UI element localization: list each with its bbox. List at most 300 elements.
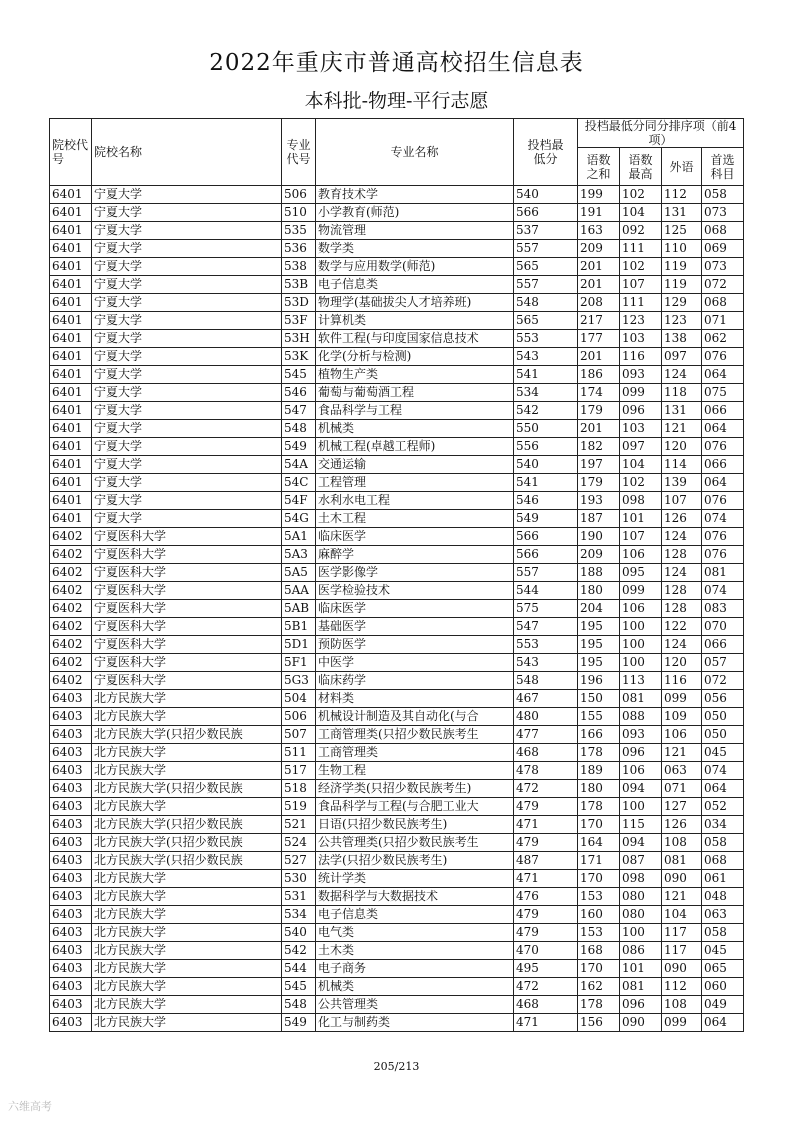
cell-school-name: 宁夏大学 (92, 258, 282, 276)
cell-first-subject: 073 (702, 204, 744, 222)
cell-yushu-max: 096 (620, 744, 662, 762)
cell-first-subject: 083 (702, 600, 744, 618)
cell-yushu-max: 086 (620, 942, 662, 960)
cell-yushu-max: 101 (620, 510, 662, 528)
cell-foreign: 129 (662, 294, 702, 312)
cell-school-name: 北方民族大学 (92, 744, 282, 762)
cell-school-name: 北方民族大学 (92, 690, 282, 708)
cell-min-score: 479 (514, 924, 578, 942)
cell-school-name: 北方民族大学(只招少数民族 (92, 834, 282, 852)
cell-yushu-sum: 170 (578, 816, 620, 834)
cell-major-code: 507 (282, 726, 316, 744)
cell-school-name: 宁夏医科大学 (92, 618, 282, 636)
cell-first-subject: 058 (702, 186, 744, 204)
cell-foreign: 126 (662, 510, 702, 528)
table-row (50, 258, 744, 276)
cell-yushu-max: 087 (620, 852, 662, 870)
cell-school-code: 6401 (50, 240, 92, 258)
cell-major-name: 数学与应用数学(师范) (316, 258, 514, 276)
cell-first-subject: 064 (702, 780, 744, 798)
cell-school-name: 北方民族大学 (92, 978, 282, 996)
table-row (50, 582, 744, 600)
cell-foreign: 063 (662, 762, 702, 780)
cell-foreign: 108 (662, 834, 702, 852)
cell-yushu-max: 092 (620, 222, 662, 240)
cell-major-code: 549 (282, 1014, 316, 1032)
cell-foreign: 097 (662, 348, 702, 366)
cell-major-code: 518 (282, 780, 316, 798)
cell-major-name: 工商管理类 (316, 744, 514, 762)
table-row (50, 528, 744, 546)
cell-yushu-sum: 178 (578, 744, 620, 762)
table-row (50, 222, 744, 240)
cell-min-score: 534 (514, 384, 578, 402)
cell-first-subject: 062 (702, 330, 744, 348)
cell-min-score: 495 (514, 960, 578, 978)
cell-major-name: 土木工程 (316, 510, 514, 528)
cell-major-code: 524 (282, 834, 316, 852)
cell-foreign: 118 (662, 384, 702, 402)
cell-major-name: 物理学(基础拔尖人才培养班) (316, 294, 514, 312)
cell-major-name: 食品科学与工程(与合肥工业大 (316, 798, 514, 816)
cell-foreign: 124 (662, 564, 702, 582)
cell-major-code: 540 (282, 924, 316, 942)
header-major-code: 专业代号 (282, 119, 316, 186)
cell-major-name: 植物生产类 (316, 366, 514, 384)
cell-yushu-sum: 155 (578, 708, 620, 726)
cell-major-name: 临床医学 (316, 528, 514, 546)
cell-first-subject: 068 (702, 294, 744, 312)
cell-school-code: 6401 (50, 258, 92, 276)
header-yushu-sum: 语数之和 (578, 148, 620, 186)
cell-min-score: 471 (514, 870, 578, 888)
cell-yushu-max: 080 (620, 888, 662, 906)
table-row (50, 1014, 744, 1032)
cell-major-code: 53B (282, 276, 316, 294)
cell-major-code: 548 (282, 420, 316, 438)
cell-yushu-sum: 208 (578, 294, 620, 312)
cell-school-name: 北方民族大学(只招少数民族 (92, 780, 282, 798)
cell-yushu-sum: 195 (578, 654, 620, 672)
cell-min-score: 557 (514, 240, 578, 258)
cell-foreign: 112 (662, 186, 702, 204)
cell-major-code: 54G (282, 510, 316, 528)
cell-school-name: 宁夏大学 (92, 402, 282, 420)
cell-school-code: 6401 (50, 294, 92, 312)
cell-yushu-sum: 166 (578, 726, 620, 744)
table-row (50, 456, 744, 474)
cell-foreign: 120 (662, 438, 702, 456)
table-row (50, 510, 744, 528)
cell-school-code: 6401 (50, 348, 92, 366)
cell-yushu-sum: 217 (578, 312, 620, 330)
cell-yushu-max: 093 (620, 726, 662, 744)
cell-yushu-max: 099 (620, 582, 662, 600)
watermark-logo: 六维高考 (8, 1100, 52, 1113)
cell-foreign: 128 (662, 582, 702, 600)
cell-school-name: 宁夏医科大学 (92, 672, 282, 690)
cell-first-subject: 072 (702, 672, 744, 690)
cell-first-subject: 064 (702, 366, 744, 384)
cell-yushu-max: 088 (620, 708, 662, 726)
cell-yushu-sum: 190 (578, 528, 620, 546)
cell-major-name: 软件工程(与印度国家信息技术 (316, 330, 514, 348)
cell-school-name: 宁夏大学 (92, 312, 282, 330)
cell-school-name: 宁夏医科大学 (92, 546, 282, 564)
table-row (50, 438, 744, 456)
cell-school-code: 6403 (50, 888, 92, 906)
page-title: 2022年重庆市普通高校招生信息表 (209, 50, 584, 76)
cell-school-name: 宁夏大学 (92, 276, 282, 294)
cell-yushu-max: 123 (620, 312, 662, 330)
cell-yushu-sum: 170 (578, 870, 620, 888)
cell-min-score: 565 (514, 312, 578, 330)
cell-school-code: 6403 (50, 1014, 92, 1032)
cell-school-name: 北方民族大学 (92, 924, 282, 942)
cell-yushu-max: 104 (620, 204, 662, 222)
table-row (50, 924, 744, 942)
cell-first-subject: 064 (702, 420, 744, 438)
cell-school-name: 北方民族大学(只招少数民族 (92, 816, 282, 834)
cell-major-name: 医学影像学 (316, 564, 514, 582)
header-min-score: 投档最低分 (514, 119, 578, 186)
header-major-name: 专业名称 (316, 119, 514, 186)
cell-yushu-max: 097 (620, 438, 662, 456)
cell-school-name: 北方民族大学(只招少数民族 (92, 852, 282, 870)
cell-school-code: 6402 (50, 528, 92, 546)
cell-foreign: 106 (662, 726, 702, 744)
cell-school-name: 北方民族大学 (92, 708, 282, 726)
cell-school-code: 6401 (50, 384, 92, 402)
cell-school-name: 宁夏大学 (92, 294, 282, 312)
cell-first-subject: 073 (702, 258, 744, 276)
table-row (50, 312, 744, 330)
cell-foreign: 121 (662, 888, 702, 906)
cell-major-name: 电气类 (316, 924, 514, 942)
cell-min-score: 468 (514, 744, 578, 762)
cell-first-subject: 061 (702, 870, 744, 888)
cell-major-code: 531 (282, 888, 316, 906)
cell-yushu-sum: 156 (578, 1014, 620, 1032)
cell-yushu-sum: 150 (578, 690, 620, 708)
cell-min-score: 476 (514, 888, 578, 906)
cell-school-code: 6401 (50, 510, 92, 528)
cell-yushu-sum: 178 (578, 798, 620, 816)
cell-school-name: 北方民族大学 (92, 870, 282, 888)
cell-yushu-max: 103 (620, 420, 662, 438)
table-row (50, 654, 744, 672)
cell-school-name: 宁夏医科大学 (92, 582, 282, 600)
cell-major-name: 统计学类 (316, 870, 514, 888)
header-school-name: 院校名称 (92, 119, 282, 186)
cell-yushu-sum: 164 (578, 834, 620, 852)
cell-first-subject: 050 (702, 708, 744, 726)
cell-min-score: 575 (514, 600, 578, 618)
cell-school-code: 6401 (50, 492, 92, 510)
cell-major-name: 法学(只招少数民族考生) (316, 852, 514, 870)
cell-foreign: 127 (662, 798, 702, 816)
cell-min-score: 468 (514, 996, 578, 1014)
cell-yushu-max: 107 (620, 276, 662, 294)
cell-foreign: 120 (662, 654, 702, 672)
cell-school-code: 6401 (50, 312, 92, 330)
table-row (50, 762, 744, 780)
cell-major-code: 544 (282, 960, 316, 978)
cell-yushu-sum: 209 (578, 240, 620, 258)
admission-table (49, 118, 744, 1032)
cell-major-name: 土木类 (316, 942, 514, 960)
cell-yushu-sum: 209 (578, 546, 620, 564)
cell-yushu-sum: 201 (578, 348, 620, 366)
cell-major-name: 电子信息类 (316, 276, 514, 294)
cell-school-name: 宁夏大学 (92, 330, 282, 348)
cell-yushu-sum: 171 (578, 852, 620, 870)
cell-school-code: 6403 (50, 942, 92, 960)
cell-yushu-sum: 204 (578, 600, 620, 618)
table-row (50, 402, 744, 420)
cell-first-subject: 075 (702, 384, 744, 402)
table-row (50, 204, 744, 222)
cell-first-subject: 045 (702, 744, 744, 762)
cell-major-code: 5F1 (282, 654, 316, 672)
cell-min-score: 480 (514, 708, 578, 726)
table-row (50, 366, 744, 384)
cell-min-score: 542 (514, 402, 578, 420)
table-row (50, 276, 744, 294)
cell-major-code: 5D1 (282, 636, 316, 654)
cell-school-name: 宁夏大学 (92, 384, 282, 402)
cell-major-code: 542 (282, 942, 316, 960)
cell-first-subject: 056 (702, 690, 744, 708)
cell-school-name: 宁夏大学 (92, 240, 282, 258)
cell-school-code: 6403 (50, 960, 92, 978)
cell-foreign: 071 (662, 780, 702, 798)
cell-major-code: 527 (282, 852, 316, 870)
cell-major-name: 电子信息类 (316, 906, 514, 924)
cell-min-score: 540 (514, 456, 578, 474)
cell-foreign: 110 (662, 240, 702, 258)
header-first-subject: 首选科目 (702, 148, 744, 186)
cell-school-code: 6401 (50, 276, 92, 294)
cell-first-subject: 074 (702, 510, 744, 528)
cell-major-name: 电子商务 (316, 960, 514, 978)
cell-school-code: 6403 (50, 906, 92, 924)
table-row (50, 294, 744, 312)
cell-major-name: 公共管理类(只招少数民族考生 (316, 834, 514, 852)
table-row (50, 600, 744, 618)
cell-first-subject: 076 (702, 348, 744, 366)
cell-school-name: 北方民族大学 (92, 888, 282, 906)
cell-school-name: 北方民族大学 (92, 798, 282, 816)
cell-school-name: 北方民族大学 (92, 762, 282, 780)
cell-first-subject: 072 (702, 276, 744, 294)
cell-yushu-sum: 168 (578, 942, 620, 960)
cell-foreign: 119 (662, 276, 702, 294)
cell-min-score: 471 (514, 816, 578, 834)
cell-min-score: 566 (514, 528, 578, 546)
table-row (50, 636, 744, 654)
cell-first-subject: 070 (702, 618, 744, 636)
cell-major-code: 504 (282, 690, 316, 708)
cell-major-code: 510 (282, 204, 316, 222)
cell-yushu-max: 100 (620, 654, 662, 672)
page-number: 205/213 (373, 1060, 420, 1073)
cell-yushu-max: 107 (620, 528, 662, 546)
cell-school-code: 6401 (50, 456, 92, 474)
cell-yushu-max: 111 (620, 240, 662, 258)
cell-min-score: 543 (514, 654, 578, 672)
table-row (50, 906, 744, 924)
cell-foreign: 117 (662, 924, 702, 942)
cell-school-code: 6403 (50, 690, 92, 708)
cell-school-code: 6402 (50, 582, 92, 600)
table-row (50, 888, 744, 906)
cell-school-code: 6403 (50, 708, 92, 726)
table-row (50, 816, 744, 834)
cell-major-name: 小学教育(师范) (316, 204, 514, 222)
cell-min-score: 546 (514, 492, 578, 510)
cell-yushu-sum: 178 (578, 996, 620, 1014)
cell-major-name: 麻醉学 (316, 546, 514, 564)
cell-major-code: 5A5 (282, 564, 316, 582)
cell-major-code: 54F (282, 492, 316, 510)
cell-first-subject: 063 (702, 906, 744, 924)
cell-yushu-max: 098 (620, 870, 662, 888)
cell-school-code: 6403 (50, 798, 92, 816)
cell-foreign: 124 (662, 366, 702, 384)
cell-school-name: 宁夏大学 (92, 492, 282, 510)
cell-yushu-sum: 197 (578, 456, 620, 474)
cell-min-score: 472 (514, 978, 578, 996)
cell-yushu-max: 099 (620, 384, 662, 402)
cell-first-subject: 065 (702, 960, 744, 978)
cell-foreign: 138 (662, 330, 702, 348)
cell-school-code: 6403 (50, 996, 92, 1014)
cell-school-code: 6403 (50, 924, 92, 942)
cell-major-code: 545 (282, 366, 316, 384)
table-row (50, 996, 744, 1014)
table-row (50, 186, 744, 204)
cell-first-subject: 048 (702, 888, 744, 906)
cell-min-score: 479 (514, 798, 578, 816)
cell-major-name: 公共管理类 (316, 996, 514, 1014)
cell-yushu-sum: 191 (578, 204, 620, 222)
cell-school-code: 6403 (50, 744, 92, 762)
table-row (50, 690, 744, 708)
cell-first-subject: 057 (702, 654, 744, 672)
cell-min-score: 549 (514, 510, 578, 528)
cell-foreign: 123 (662, 312, 702, 330)
cell-min-score: 565 (514, 258, 578, 276)
cell-yushu-sum: 163 (578, 222, 620, 240)
cell-min-score: 553 (514, 330, 578, 348)
cell-major-code: 538 (282, 258, 316, 276)
cell-min-score: 472 (514, 780, 578, 798)
cell-major-code: 536 (282, 240, 316, 258)
cell-min-score: 550 (514, 420, 578, 438)
table-row (50, 726, 744, 744)
cell-major-code: 5AA (282, 582, 316, 600)
cell-school-name: 宁夏大学 (92, 348, 282, 366)
cell-school-code: 6402 (50, 654, 92, 672)
cell-min-score: 547 (514, 618, 578, 636)
cell-major-code: 5G3 (282, 672, 316, 690)
cell-school-name: 北方民族大学 (92, 996, 282, 1014)
cell-school-code: 6403 (50, 726, 92, 744)
cell-major-name: 化工与制药类 (316, 1014, 514, 1032)
cell-foreign: 081 (662, 852, 702, 870)
cell-major-name: 经济学类(只招少数民族考生) (316, 780, 514, 798)
cell-school-name: 宁夏医科大学 (92, 654, 282, 672)
cell-first-subject: 058 (702, 834, 744, 852)
table-row (50, 834, 744, 852)
cell-school-name: 宁夏大学 (92, 366, 282, 384)
cell-foreign: 112 (662, 978, 702, 996)
cell-foreign: 128 (662, 600, 702, 618)
cell-foreign: 125 (662, 222, 702, 240)
cell-school-name: 北方民族大学 (92, 1014, 282, 1032)
cell-foreign: 126 (662, 816, 702, 834)
cell-school-name: 宁夏大学 (92, 510, 282, 528)
cell-foreign: 121 (662, 744, 702, 762)
cell-min-score: 478 (514, 762, 578, 780)
table-row (50, 870, 744, 888)
cell-school-name: 北方民族大学 (92, 960, 282, 978)
cell-school-name: 宁夏大学 (92, 186, 282, 204)
table-row (50, 492, 744, 510)
cell-school-code: 6402 (50, 636, 92, 654)
cell-yushu-sum: 187 (578, 510, 620, 528)
cell-school-code: 6402 (50, 600, 92, 618)
cell-major-name: 机械工程(卓越工程师) (316, 438, 514, 456)
cell-yushu-max: 093 (620, 366, 662, 384)
cell-yushu-max: 100 (620, 798, 662, 816)
cell-school-code: 6401 (50, 402, 92, 420)
cell-yushu-sum: 195 (578, 618, 620, 636)
cell-school-name: 北方民族大学(只招少数民族 (92, 726, 282, 744)
cell-yushu-max: 102 (620, 474, 662, 492)
cell-school-code: 6401 (50, 438, 92, 456)
table-row (50, 942, 744, 960)
cell-foreign: 099 (662, 1014, 702, 1032)
table-row (50, 708, 744, 726)
cell-yushu-max: 103 (620, 330, 662, 348)
cell-foreign: 124 (662, 528, 702, 546)
cell-major-name: 食品科学与工程 (316, 402, 514, 420)
cell-yushu-sum: 179 (578, 474, 620, 492)
table-row (50, 546, 744, 564)
cell-school-code: 6402 (50, 546, 92, 564)
cell-major-code: 506 (282, 708, 316, 726)
cell-school-code: 6403 (50, 870, 92, 888)
cell-min-score: 470 (514, 942, 578, 960)
cell-first-subject: 071 (702, 312, 744, 330)
table-row (50, 618, 744, 636)
cell-yushu-max: 106 (620, 546, 662, 564)
header-school-code: 院校代号 (50, 119, 92, 186)
cell-foreign: 090 (662, 870, 702, 888)
cell-first-subject: 066 (702, 636, 744, 654)
cell-min-score: 479 (514, 906, 578, 924)
cell-foreign: 099 (662, 690, 702, 708)
cell-min-score: 537 (514, 222, 578, 240)
cell-yushu-sum: 201 (578, 420, 620, 438)
cell-major-name: 基础医学 (316, 618, 514, 636)
cell-yushu-sum: 188 (578, 564, 620, 582)
cell-major-code: 5A1 (282, 528, 316, 546)
cell-min-score: 548 (514, 672, 578, 690)
table-row (50, 798, 744, 816)
